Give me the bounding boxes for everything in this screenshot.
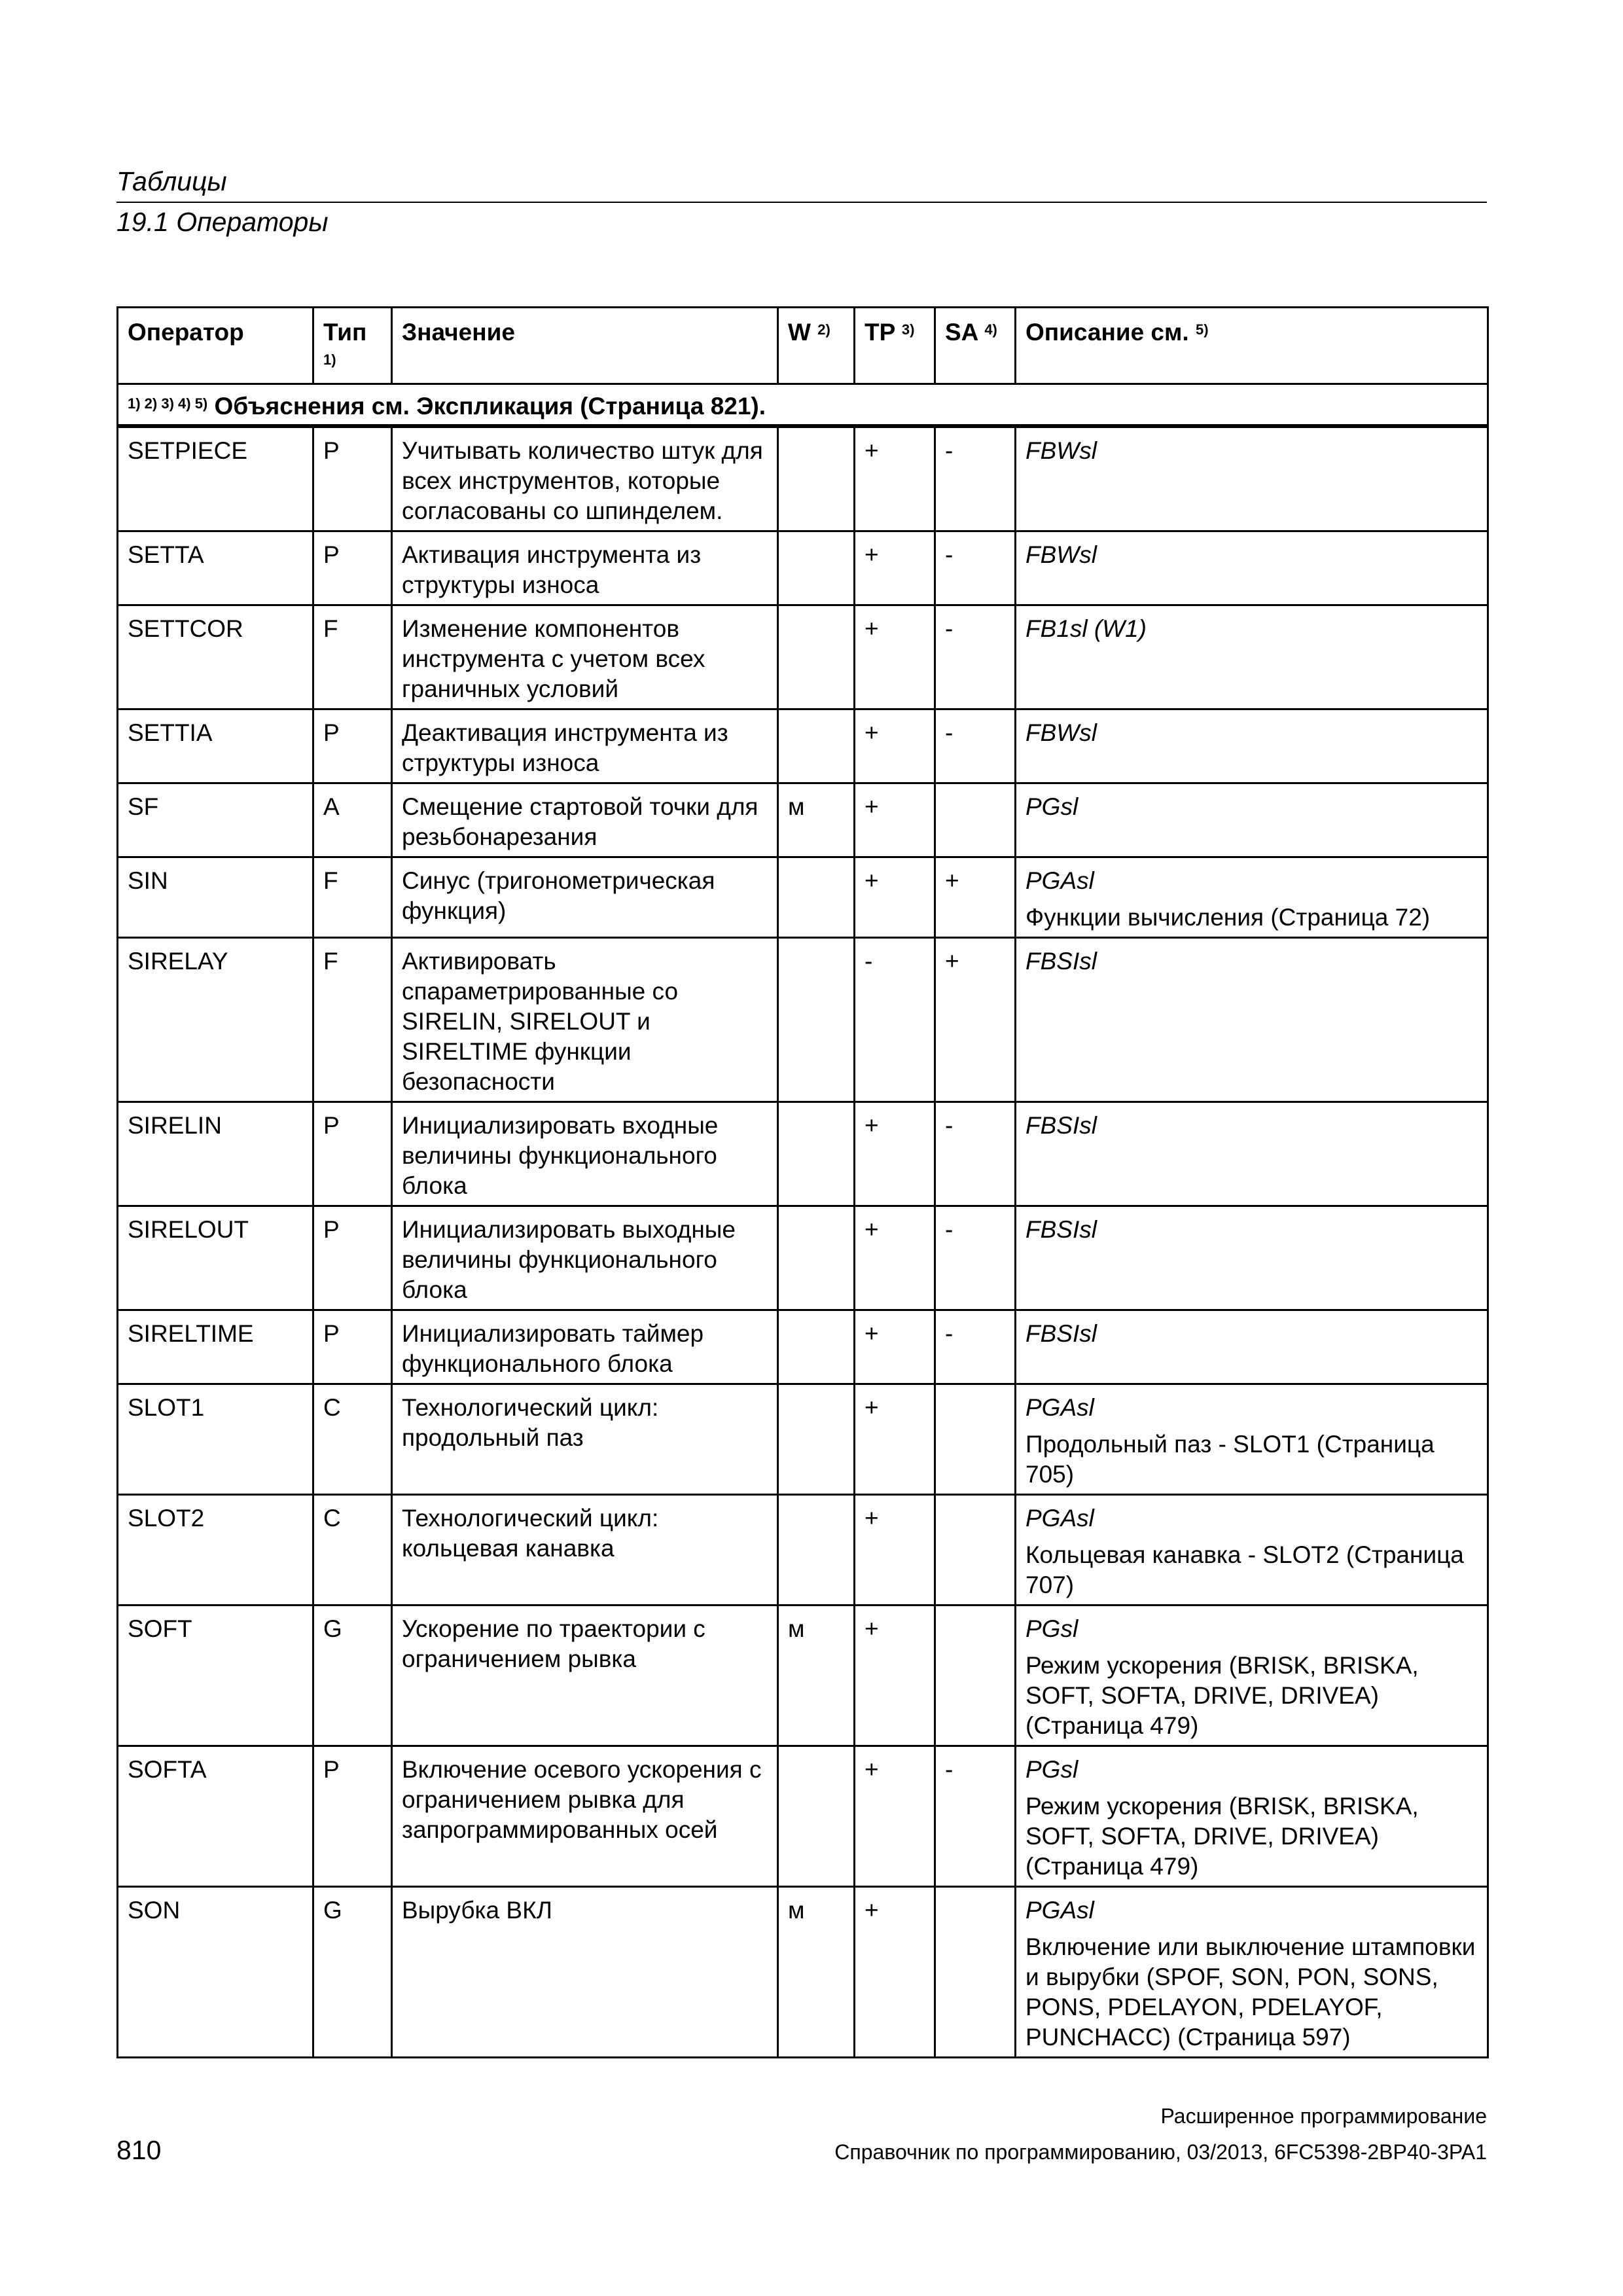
cell-sa: - (935, 709, 1016, 783)
cell-meaning: Активация инструмента из структуры износа (392, 531, 778, 605)
cell-meaning: Инициализировать таймер функционального блока (392, 1310, 778, 1384)
col-desc: Описание см. $^{5)}$ (1016, 308, 1488, 384)
cell-w (778, 857, 855, 938)
cell-w (778, 1102, 855, 1206)
cell-description (1016, 938, 1488, 1102)
cell-meaning: Изменение компонентов инструмента с учетом всех граничных условий (392, 605, 778, 709)
col-w: W $^{2)}$ (778, 308, 855, 384)
cell-tp: + (855, 605, 935, 709)
cell-sa: - (935, 1310, 1016, 1384)
col-meaning: Значение (392, 308, 778, 384)
cell-tp: + (855, 1495, 935, 1605)
cell-type: P (313, 1102, 392, 1206)
cell-tp: + (855, 1310, 935, 1384)
cell-operator: SOFT (118, 1605, 313, 1746)
cell-sa (935, 1887, 1016, 2058)
chapter-title: Таблицы (116, 166, 227, 196)
cell-description (1016, 1495, 1488, 1605)
description-link[interactable]: Включение или выключение штамповки и вырубки (SPOF, SON, PON, SONS, PONS, PDELAYON, PDELAYOF, PUNCHACC) (Страница 597) (1026, 1933, 1476, 2051)
cell-w (778, 1384, 855, 1495)
explanation-text: Объяснения см. Экспликация (Страница 821). (214, 393, 766, 420)
cell-operator: SLOT1 (118, 1384, 313, 1495)
cell-type: C (313, 1495, 392, 1605)
cell-tp: + (855, 531, 935, 605)
cell-type: F (313, 605, 392, 709)
cell-sa: + (935, 938, 1016, 1102)
description-ref: PGsl (1026, 1756, 1079, 1783)
cell-sa (935, 783, 1016, 857)
cell-description (1016, 1310, 1488, 1384)
cell-meaning: Синус (тригонометрическая функция) (392, 857, 778, 938)
cell-description (1016, 1605, 1488, 1746)
footer-page-number: 810 (116, 2135, 162, 2165)
description-link[interactable]: Режим ускорения (BRISK, BRISKA, SOFT, SOFTA, DRIVE, DRIVEA) (Страница 479) (1026, 1793, 1419, 1880)
cell-type: P (313, 426, 392, 531)
cell-sa: - (935, 531, 1016, 605)
cell-tp: + (855, 857, 935, 938)
description-ref: FB1sl (W1) (1026, 615, 1147, 642)
cell-w (778, 1746, 855, 1887)
cell-meaning: Активировать спараметрированные со SIRELIN, SIRELOUT и SIRELTIME функции безопасности (392, 938, 778, 1102)
cell-type: P (313, 1206, 392, 1310)
cell-tp: + (855, 426, 935, 531)
cell-operator: SIN (118, 857, 313, 938)
footer-book-title: Расширенное программирование (1160, 2104, 1487, 2128)
cell-operator: SF (118, 783, 313, 857)
col-tp: TP $^{3)}$ (855, 308, 935, 384)
cell-w (778, 1206, 855, 1310)
cell-w (778, 531, 855, 605)
description-ref: FBWsl (1026, 541, 1097, 568)
footer-book-ref: Справочник по программированию, 03/2013, 6FC5398-2BP40-3PA1 (834, 2140, 1487, 2164)
description-ref: PGAsl (1026, 1897, 1094, 1924)
cell-meaning: Инициализировать выходные величины функционального блока (392, 1206, 778, 1310)
cell-w: м (778, 1887, 855, 2058)
description-ref: PGAsl (1026, 1394, 1094, 1421)
description-ref: PGsl (1026, 793, 1079, 820)
cell-sa: + (935, 857, 1016, 938)
cell-description (1016, 531, 1488, 605)
cell-sa: - (935, 1746, 1016, 1887)
cell-description (1016, 857, 1488, 938)
cell-meaning: Вырубка ВКЛ (392, 1887, 778, 2058)
description-link[interactable]: Продольный паз - SLOT1 (Страница 705) (1026, 1431, 1435, 1488)
table-row (118, 1384, 1488, 1495)
table-row (118, 1102, 1488, 1206)
description-ref: FBSIsl (1026, 1216, 1097, 1243)
cell-type: F (313, 857, 392, 938)
cell-type: F (313, 938, 392, 1102)
cell-w (778, 1495, 855, 1605)
description-ref: FBSIsl (1026, 1112, 1097, 1139)
cell-w (778, 605, 855, 709)
cell-meaning: Учитывать количество штук для всех инструментов, которые согласованы со шпинделем. (392, 426, 778, 531)
table-row (118, 426, 1488, 531)
cell-sa: - (935, 426, 1016, 531)
cell-description (1016, 605, 1488, 709)
section-title: 19.1 Операторы (116, 207, 329, 237)
cell-w (778, 1310, 855, 1384)
description-ref: PGsl (1026, 1615, 1079, 1642)
cell-operator: SIRELAY (118, 938, 313, 1102)
cell-meaning: Технологический цикл: продольный паз (392, 1384, 778, 1495)
cell-description (1016, 1102, 1488, 1206)
cell-sa: - (935, 1102, 1016, 1206)
cell-operator: SIRELTIME (118, 1310, 313, 1384)
table-row (118, 783, 1488, 857)
table-row (118, 1310, 1488, 1384)
cell-tp: + (855, 1746, 935, 1887)
explanation-notes: 1) 2) 3) 4) 5) (128, 395, 208, 412)
table-row (118, 709, 1488, 783)
cell-meaning: Включение осевого ускорения с ограничением рывка для запрограммированных осей (392, 1746, 778, 1887)
description-link[interactable]: Режим ускорения (BRISK, BRISKA, SOFT, SOFTA, DRIVE, DRIVEA) (Страница 479) (1026, 1652, 1419, 1739)
cell-tp: - (855, 938, 935, 1102)
cell-w (778, 426, 855, 531)
cell-operator: SLOT2 (118, 1495, 313, 1605)
cell-w (778, 938, 855, 1102)
cell-sa: - (935, 1206, 1016, 1310)
explanation-row (118, 384, 1488, 427)
description-ref: FBSIsl (1026, 948, 1097, 975)
cell-type: C (313, 1384, 392, 1495)
table-header-row (118, 308, 1488, 384)
table-row (118, 1495, 1488, 1605)
cell-sa: - (935, 605, 1016, 709)
description-ref: FBSIsl (1026, 1320, 1097, 1347)
cell-meaning: Смещение стартовой точки для резьбонарезания (392, 783, 778, 857)
cell-sa (935, 1495, 1016, 1605)
cell-description (1016, 783, 1488, 857)
description-ref: PGAsl (1026, 867, 1094, 894)
col-sa: SA $^{4)}$ (935, 308, 1016, 384)
col-operator: Оператор (118, 308, 313, 384)
cell-type: G (313, 1887, 392, 2058)
cell-description (1016, 709, 1488, 783)
cell-operator: SIRELOUT (118, 1206, 313, 1310)
cell-operator: SETTCOR (118, 605, 313, 709)
table-row (118, 531, 1488, 605)
cell-meaning: Инициализировать входные величины функционального блока (392, 1102, 778, 1206)
cell-type: P (313, 709, 392, 783)
cell-operator: SETPIECE (118, 426, 313, 531)
cell-type: A (313, 783, 392, 857)
cell-meaning: Деактивация инструмента из структуры износа (392, 709, 778, 783)
table-row (118, 938, 1488, 1102)
table-row (118, 857, 1488, 938)
description-ref: FBWsl (1026, 719, 1097, 746)
description-link[interactable]: Кольцевая канавка - SLOT2 (Страница 707) (1026, 1541, 1464, 1598)
cell-description (1016, 426, 1488, 531)
description-link[interactable]: Функции вычисления (Страница 72) (1026, 904, 1431, 931)
cell-meaning: Ускорение по траектории с ограничением рывка (392, 1605, 778, 1746)
table-row (118, 605, 1488, 709)
cell-sa (935, 1605, 1016, 1746)
table-row (118, 1206, 1488, 1310)
cell-meaning: Технологический цикл: кольцевая канавка (392, 1495, 778, 1605)
cell-description (1016, 1746, 1488, 1887)
table-row (118, 1746, 1488, 1887)
cell-w: м (778, 1605, 855, 1746)
cell-operator: SON (118, 1887, 313, 2058)
cell-description (1016, 1206, 1488, 1310)
cell-type: P (313, 1746, 392, 1887)
cell-tp: + (855, 1605, 935, 1746)
cell-w: м (778, 783, 855, 857)
cell-description (1016, 1384, 1488, 1495)
cell-w (778, 709, 855, 783)
cell-operator: SIRELIN (118, 1102, 313, 1206)
cell-tp: + (855, 709, 935, 783)
cell-description (1016, 1887, 1488, 2058)
cell-type: P (313, 1310, 392, 1384)
cell-operator: SETTIA (118, 709, 313, 783)
table-row (118, 1887, 1488, 2058)
col-type: Тип $^{1)}$ (313, 308, 392, 384)
description-ref: FBWsl (1026, 437, 1097, 464)
header-rule (116, 202, 1487, 203)
cell-tp: + (855, 1384, 935, 1495)
cell-type: P (313, 531, 392, 605)
cell-operator: SOFTA (118, 1746, 313, 1887)
cell-tp: + (855, 1206, 935, 1310)
cell-tp: + (855, 1102, 935, 1206)
cell-operator: SETTA (118, 531, 313, 605)
cell-tp: + (855, 783, 935, 857)
operators-table (116, 306, 1489, 2058)
cell-tp: + (855, 1887, 935, 2058)
cell-sa (935, 1384, 1016, 1495)
table-row (118, 1605, 1488, 1746)
cell-type: G (313, 1605, 392, 1746)
description-ref: PGAsl (1026, 1505, 1094, 1532)
